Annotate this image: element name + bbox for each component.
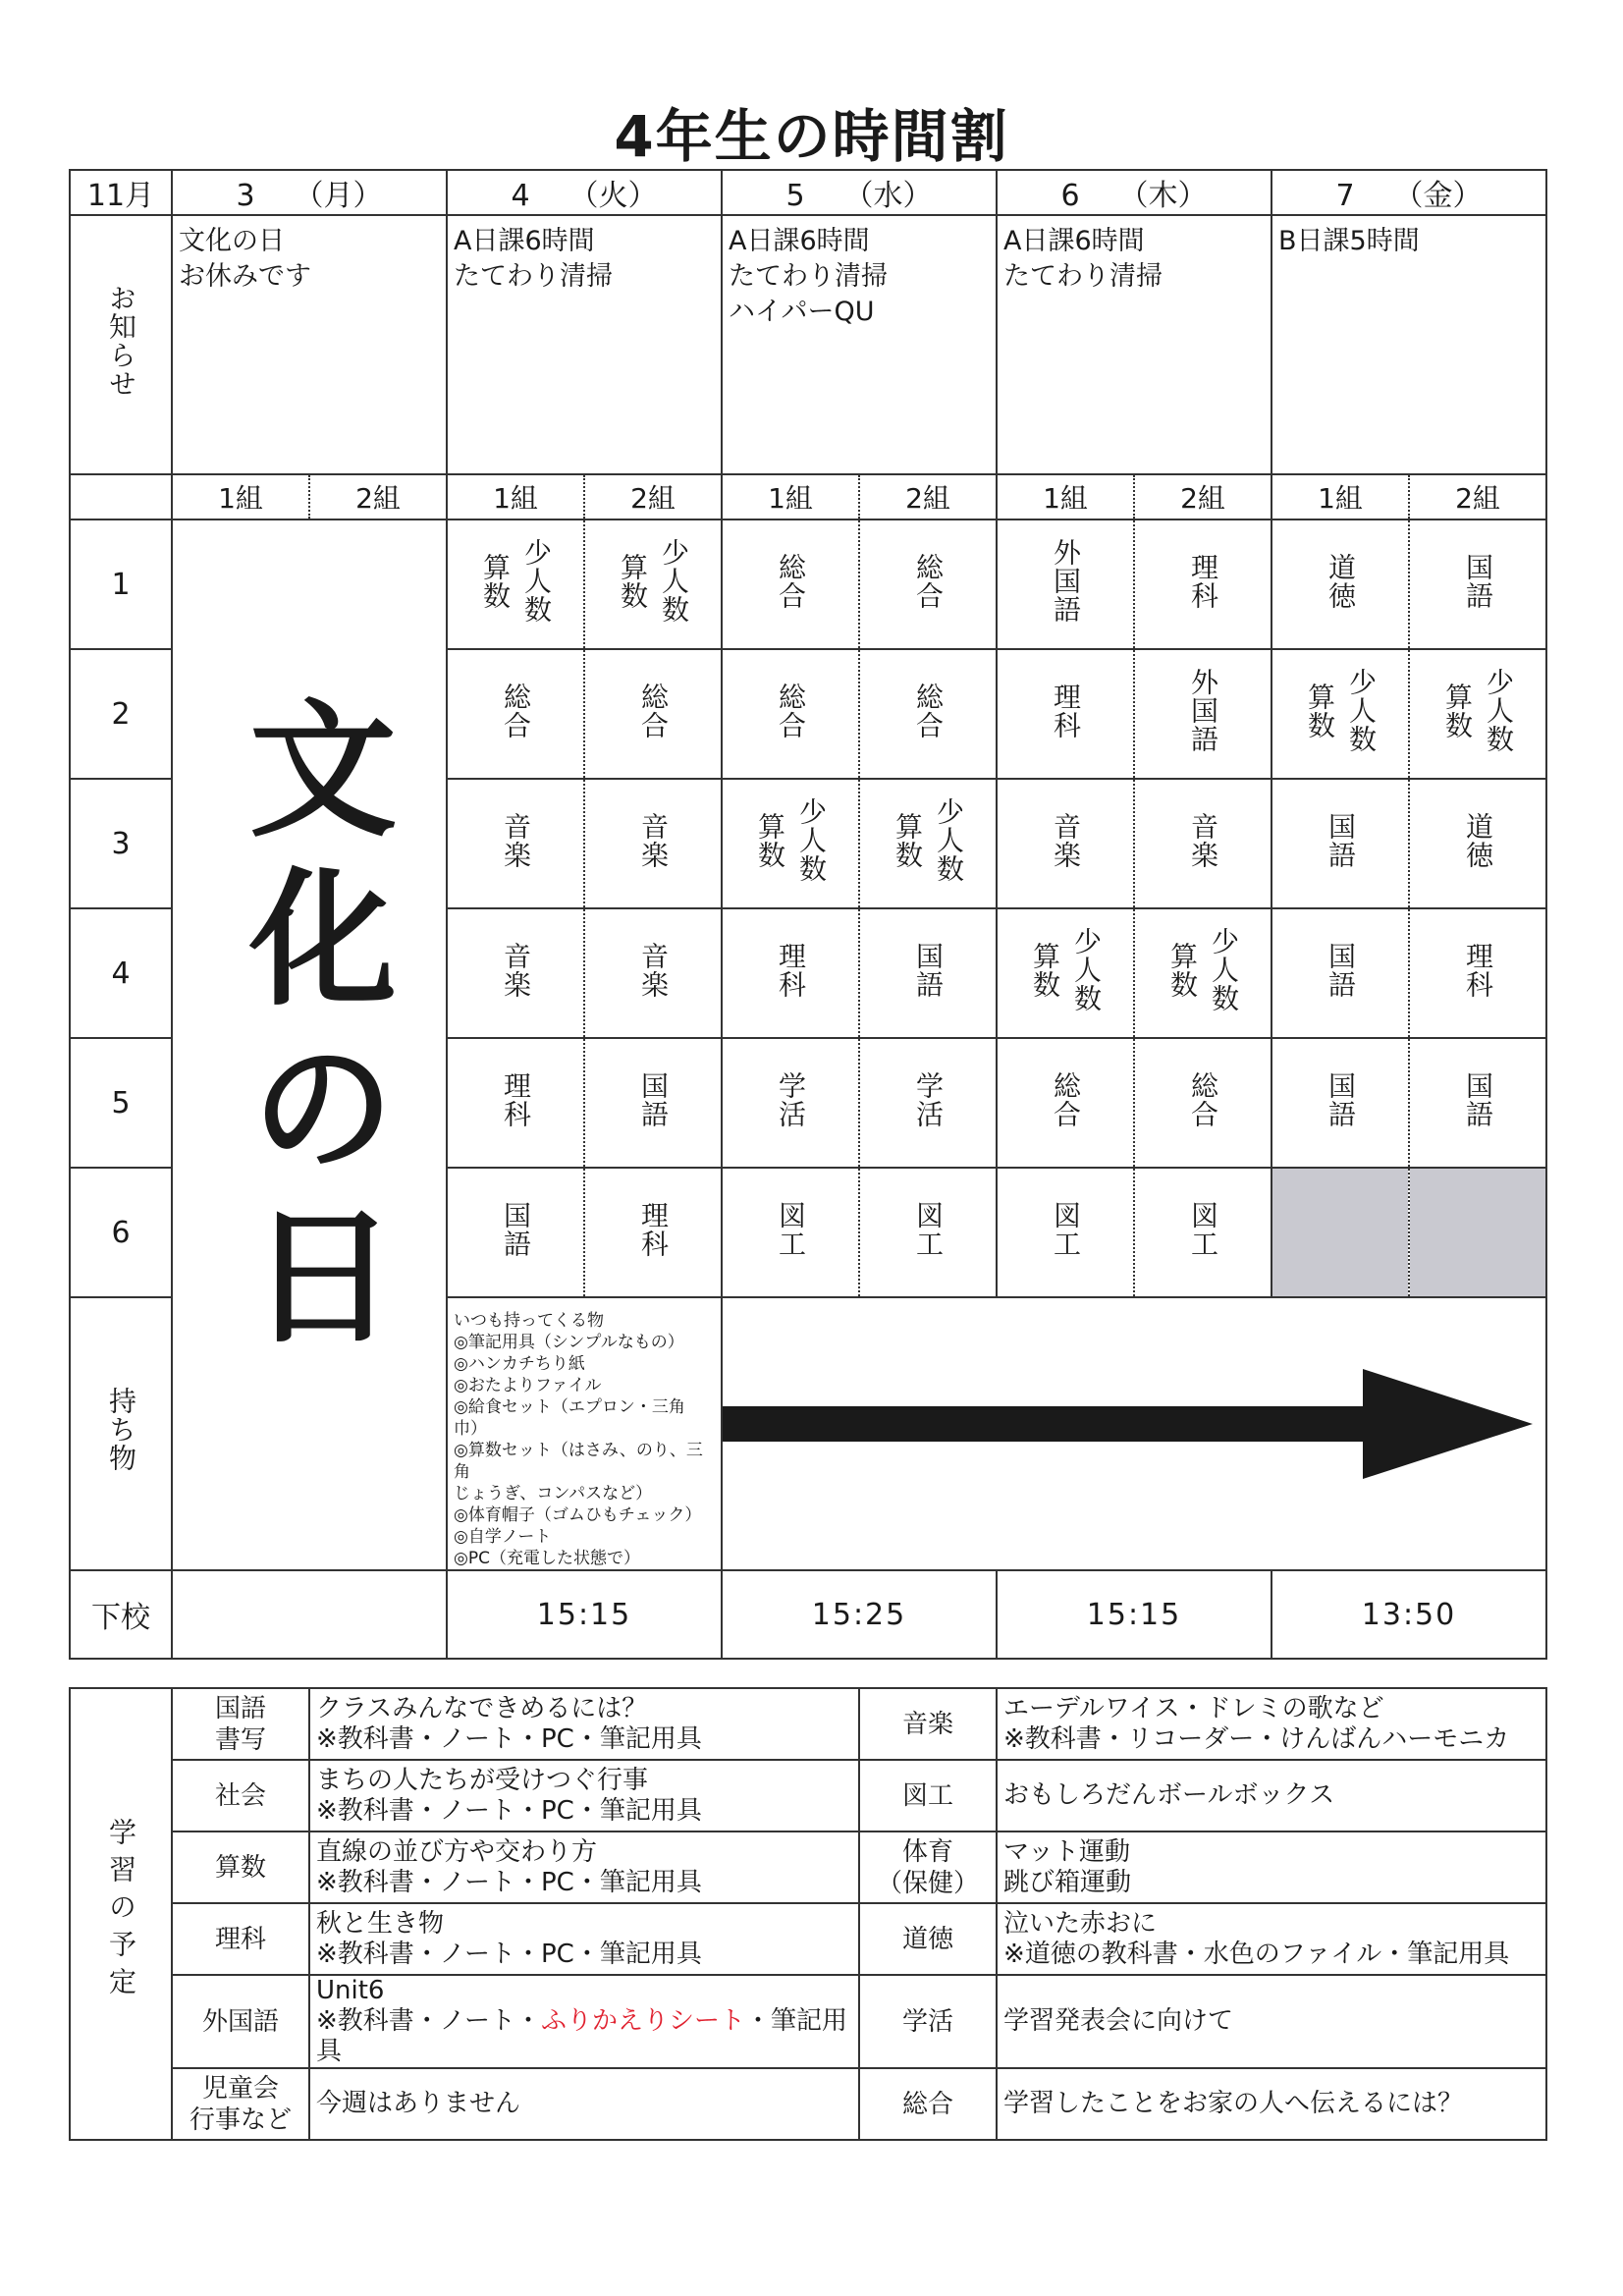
subject-cell (1134, 908, 1271, 1038)
group-1-label: 1組 (447, 474, 584, 519)
subject-cell (722, 1168, 859, 1297)
subject-cell (997, 519, 1134, 649)
subject-cell (584, 779, 722, 908)
subject-label: 理科 (775, 941, 807, 999)
plan-subject: 道徳 (859, 1903, 997, 1975)
subject-small-group-math (615, 538, 691, 624)
day-of-week: （水） (843, 179, 933, 213)
subject-cell (1134, 649, 1271, 779)
day-number: 4 (511, 179, 530, 213)
subject-label: 図工 (1050, 1200, 1082, 1258)
group-1-label: 1組 (722, 474, 859, 519)
month-text: 11月 (86, 179, 155, 213)
subject-cell (859, 779, 997, 908)
subject-cell (1134, 1168, 1271, 1297)
subject-label: 国語 (912, 941, 945, 999)
subject-cell (1134, 1038, 1271, 1168)
plan-subject: 学活 (859, 1975, 997, 2068)
subject-label: 算数 (1029, 941, 1061, 999)
notice-label-cell (70, 215, 172, 474)
right-arrow-icon (723, 1298, 1543, 1550)
notice-cell: A日課6時間 たてわり清掃 (997, 215, 1271, 474)
subject-cell (997, 779, 1134, 908)
subject-label: 図工 (1187, 1200, 1219, 1258)
subject-cell (584, 1038, 722, 1168)
subject-label: 国語 (1462, 552, 1494, 610)
subject-cell (1271, 1038, 1409, 1168)
period-number: 5 (70, 1038, 172, 1168)
day-of-week: （月） (294, 179, 383, 213)
plan-row (70, 1831, 1546, 1903)
subject-cell (584, 1168, 722, 1297)
plan-content: マット運動 跳び箱運動 (997, 1831, 1546, 1903)
plan-content-line: Unit6 (316, 1976, 385, 2005)
plan-subject: 社会 (172, 1760, 309, 1831)
subject-label: 少人数 (1070, 927, 1103, 1012)
plan-row (70, 1903, 1546, 1975)
belongings-label: 持ち物 (105, 1387, 137, 1472)
day-header (1271, 170, 1546, 215)
learning-plan-table (69, 1687, 1547, 2141)
subject-label: 算数 (892, 811, 924, 869)
day-number: 6 (1060, 179, 1080, 213)
day-header-row (70, 170, 1546, 215)
plan-row (70, 1688, 1546, 1760)
subject-label: 総合 (637, 682, 670, 739)
plan-label: 学習の予定 (105, 1817, 137, 2004)
group-2-label: 2組 (584, 474, 722, 519)
day-number: 5 (785, 179, 805, 213)
plan-subject: 図工 (859, 1760, 997, 1831)
plan-content-text: ※教科書・ノート・ (316, 2006, 542, 2036)
group-1-label: 1組 (997, 474, 1134, 519)
subject-cell (997, 1168, 1134, 1297)
subject-cell (859, 1168, 997, 1297)
subject-label: 総合 (775, 552, 807, 610)
subject-cell (722, 908, 859, 1038)
subject-cell (1271, 779, 1409, 908)
subject-label: 算数 (1441, 682, 1474, 739)
subject-label: 外国語 (1050, 538, 1082, 624)
page-title: 4年生の時間割 (614, 103, 1009, 170)
plan-subject: 総合 (859, 2068, 997, 2140)
group-2-label: 2組 (1134, 474, 1271, 519)
subject-label: 外国語 (1187, 668, 1219, 753)
subject-label: 総合 (912, 552, 945, 610)
group-row (70, 474, 1546, 519)
review-sheet-highlight: ふりかえりシート (541, 2006, 746, 2036)
subject-cell (1134, 779, 1271, 908)
period-number: 1 (70, 519, 172, 649)
subject-cell (1409, 908, 1546, 1038)
period-number: 4 (70, 908, 172, 1038)
subject-small-group-math (1164, 927, 1241, 1012)
day-header (172, 170, 447, 215)
subject-label: 算数 (1166, 941, 1199, 999)
day-of-week: （金） (1393, 179, 1483, 213)
day-number: 3 (236, 179, 255, 213)
plan-row (70, 2068, 1546, 2140)
subject-label: 算数 (617, 552, 649, 610)
dismissal-time: 15:15 (447, 1570, 722, 1659)
subject-label: 総合 (775, 682, 807, 739)
plan-label-cell (70, 1688, 172, 2140)
subject-label: 音楽 (637, 941, 670, 999)
holiday-text: 文化の日 (224, 692, 395, 1368)
notice-cell: 文化の日 お休みです (172, 215, 447, 474)
day-number: 7 (1335, 179, 1355, 213)
subject-cell (722, 649, 859, 779)
notice-cell: B日課5時間 (1271, 215, 1546, 474)
group-row-blank (70, 474, 172, 519)
subject-cell (1271, 1168, 1409, 1297)
subject-cell (1271, 908, 1409, 1038)
subject-label: 音楽 (1050, 811, 1082, 869)
belongings-arrow-cell (722, 1297, 1546, 1570)
subject-cell (584, 649, 722, 779)
period-number: 6 (70, 1168, 172, 1297)
plan-subject: 外国語 (172, 1975, 309, 2068)
subject-label: 国語 (1462, 1070, 1494, 1128)
group-1-label: 1組 (1271, 474, 1409, 519)
holiday-cell (172, 519, 447, 1570)
subject-cell (859, 519, 997, 649)
subject-cell (447, 519, 584, 649)
subject-cell (859, 908, 997, 1038)
subject-cell (1409, 1168, 1546, 1297)
subject-cell (1409, 649, 1546, 779)
plan-subject: 理科 (172, 1903, 309, 1975)
subject-label: 総合 (912, 682, 945, 739)
plan-row (70, 1760, 1546, 1831)
day-of-week: （木） (1118, 179, 1208, 213)
group-2-label: 2組 (309, 474, 447, 519)
notice-label: お知らせ (105, 283, 137, 398)
subject-cell (1271, 649, 1409, 779)
plan-subject: 体育 （保健） (859, 1831, 997, 1903)
subject-label: 少人数 (795, 797, 828, 883)
subject-label: 少人数 (933, 797, 965, 883)
subject-label: 音楽 (1187, 811, 1219, 869)
plan-content: 今週はありません (309, 2068, 859, 2140)
subject-cell (584, 908, 722, 1038)
plan-content: 泣いた赤おに ※道徳の教科書・水色のファイル・筆記用具 (997, 1903, 1546, 1975)
period-number: 3 (70, 779, 172, 908)
subject-cell (997, 908, 1134, 1038)
subject-label: 音楽 (637, 811, 670, 869)
subject-label: 音楽 (500, 941, 532, 999)
day-header (997, 170, 1271, 215)
subject-cell (584, 519, 722, 649)
belongings-list: いつも持ってくる物 ◎筆記用具（シンプルなもの） ◎ハンカチちり紙 ◎おたよりファイル ◎給食セット（エプロン・三角巾） ◎算数セット（はさみ、のり、三角 じょうぎ、コンパスなど） ◎体育帽子（ゴムひもチェック） ◎自学ノート ◎PC（充電した状態で） (447, 1297, 722, 1570)
subject-label: 少人数 (658, 538, 690, 624)
subject-label: 少人数 (1483, 668, 1515, 753)
subject-label: 道徳 (1462, 811, 1494, 869)
dismissal-time (172, 1570, 447, 1659)
plan-content: クラスみんなできめるには？ ※教科書・ノート・PC・筆記用具 (309, 1688, 859, 1760)
subject-label: 学活 (912, 1070, 945, 1128)
group-2-label: 2組 (859, 474, 997, 519)
day-header (447, 170, 722, 215)
subject-small-group-math (752, 797, 829, 883)
timetable (69, 169, 1547, 1660)
plan-content-text: ・筆記用具 (316, 2006, 848, 2066)
subject-small-group-math (1439, 668, 1516, 753)
subject-small-group-math (1027, 927, 1104, 1012)
subject-label: 道徳 (1325, 552, 1357, 610)
plan-subject: 国語 書写 (172, 1688, 309, 1760)
plan-content-line (316, 2006, 858, 2067)
plan-content: 学習したことをお家の人へ伝えるには？ (997, 2068, 1546, 2140)
plan-content: まちの人たちが受けつぐ行事 ※教科書・ノート・PC・筆記用具 (309, 1760, 859, 1831)
plan-subject: 児童会 行事など (172, 2068, 309, 2140)
subject-label: 理科 (1050, 682, 1082, 739)
group-2-label: 2組 (1409, 474, 1546, 519)
subject-cell (447, 1168, 584, 1297)
subject-cell (1409, 519, 1546, 649)
day-header (722, 170, 997, 215)
notice-row (70, 215, 1546, 474)
period-row (70, 519, 1546, 649)
subject-cell (859, 649, 997, 779)
subject-label: 国語 (637, 1070, 670, 1128)
subject-label: 理科 (1187, 552, 1219, 610)
period-number: 2 (70, 649, 172, 779)
subject-label: 図工 (775, 1200, 807, 1258)
belongings-label-cell (70, 1297, 172, 1570)
subject-label: 算数 (479, 552, 512, 610)
dismissal-label: 下校 (70, 1570, 172, 1659)
subject-label: 総合 (1187, 1070, 1219, 1128)
subject-label: 少人数 (1345, 668, 1378, 753)
subject-label: 算数 (754, 811, 786, 869)
subject-label: 理科 (1462, 941, 1494, 999)
subject-label: 図工 (912, 1200, 945, 1258)
subject-label: 理科 (500, 1070, 532, 1128)
plan-content: おもしろだんボールボックス (997, 1760, 1546, 1831)
subject-small-group-math (890, 797, 966, 883)
notice-cell: A日課6時間 たてわり清掃 ハイパーQU (722, 215, 997, 474)
subject-cell (447, 649, 584, 779)
subject-cell (722, 1038, 859, 1168)
subject-label: 音楽 (500, 811, 532, 869)
subject-cell (1134, 519, 1271, 649)
dismissal-time: 13:50 (1271, 1570, 1546, 1659)
plan-content: 秋と生き物 ※教科書・ノート・PC・筆記用具 (309, 1903, 859, 1975)
subject-label: 算数 (1304, 682, 1336, 739)
notice-cell: A日課6時間 たてわり清掃 (447, 215, 722, 474)
subject-cell (1409, 1038, 1546, 1168)
subject-label: 理科 (637, 1200, 670, 1258)
subject-cell (997, 1038, 1134, 1168)
subject-label: 国語 (1325, 941, 1357, 999)
month-label (70, 170, 172, 215)
group-1-label: 1組 (172, 474, 309, 519)
subject-label: 総合 (1050, 1070, 1082, 1128)
subject-label: 少人数 (1208, 927, 1240, 1012)
subject-label: 学活 (775, 1070, 807, 1128)
plan-subject: 算数 (172, 1831, 309, 1903)
subject-cell (447, 779, 584, 908)
subject-label: 国語 (1325, 1070, 1357, 1128)
plan-content: 学習発表会に向けて (997, 1975, 1546, 2068)
plan-content: エーデルワイス・ドレミの歌など ※教科書・リコーダー・けんばんハーモニカ (997, 1688, 1546, 1760)
plan-content (309, 1975, 859, 2068)
plan-content: 直線の並び方や交わり方 ※教科書・ノート・PC・筆記用具 (309, 1831, 859, 1903)
subject-cell (722, 779, 859, 908)
subject-cell (447, 908, 584, 1038)
plan-row (70, 1975, 1546, 2068)
subject-small-group-math (1302, 668, 1379, 753)
subject-small-group-math (477, 538, 554, 624)
dismissal-row (70, 1570, 1546, 1659)
subject-cell (722, 519, 859, 649)
day-of-week: （火） (568, 179, 658, 213)
dismissal-time: 15:25 (722, 1570, 997, 1659)
plan-subject: 音楽 (859, 1688, 997, 1760)
subject-cell (997, 649, 1134, 779)
dismissal-time: 15:15 (997, 1570, 1271, 1659)
subject-cell (859, 1038, 997, 1168)
subject-label: 総合 (500, 682, 532, 739)
subject-cell (1409, 779, 1546, 908)
subject-label: 国語 (1325, 811, 1357, 869)
subject-cell (447, 1038, 584, 1168)
subject-label: 国語 (500, 1200, 532, 1258)
subject-cell (1271, 519, 1409, 649)
subject-label: 少人数 (520, 538, 553, 624)
